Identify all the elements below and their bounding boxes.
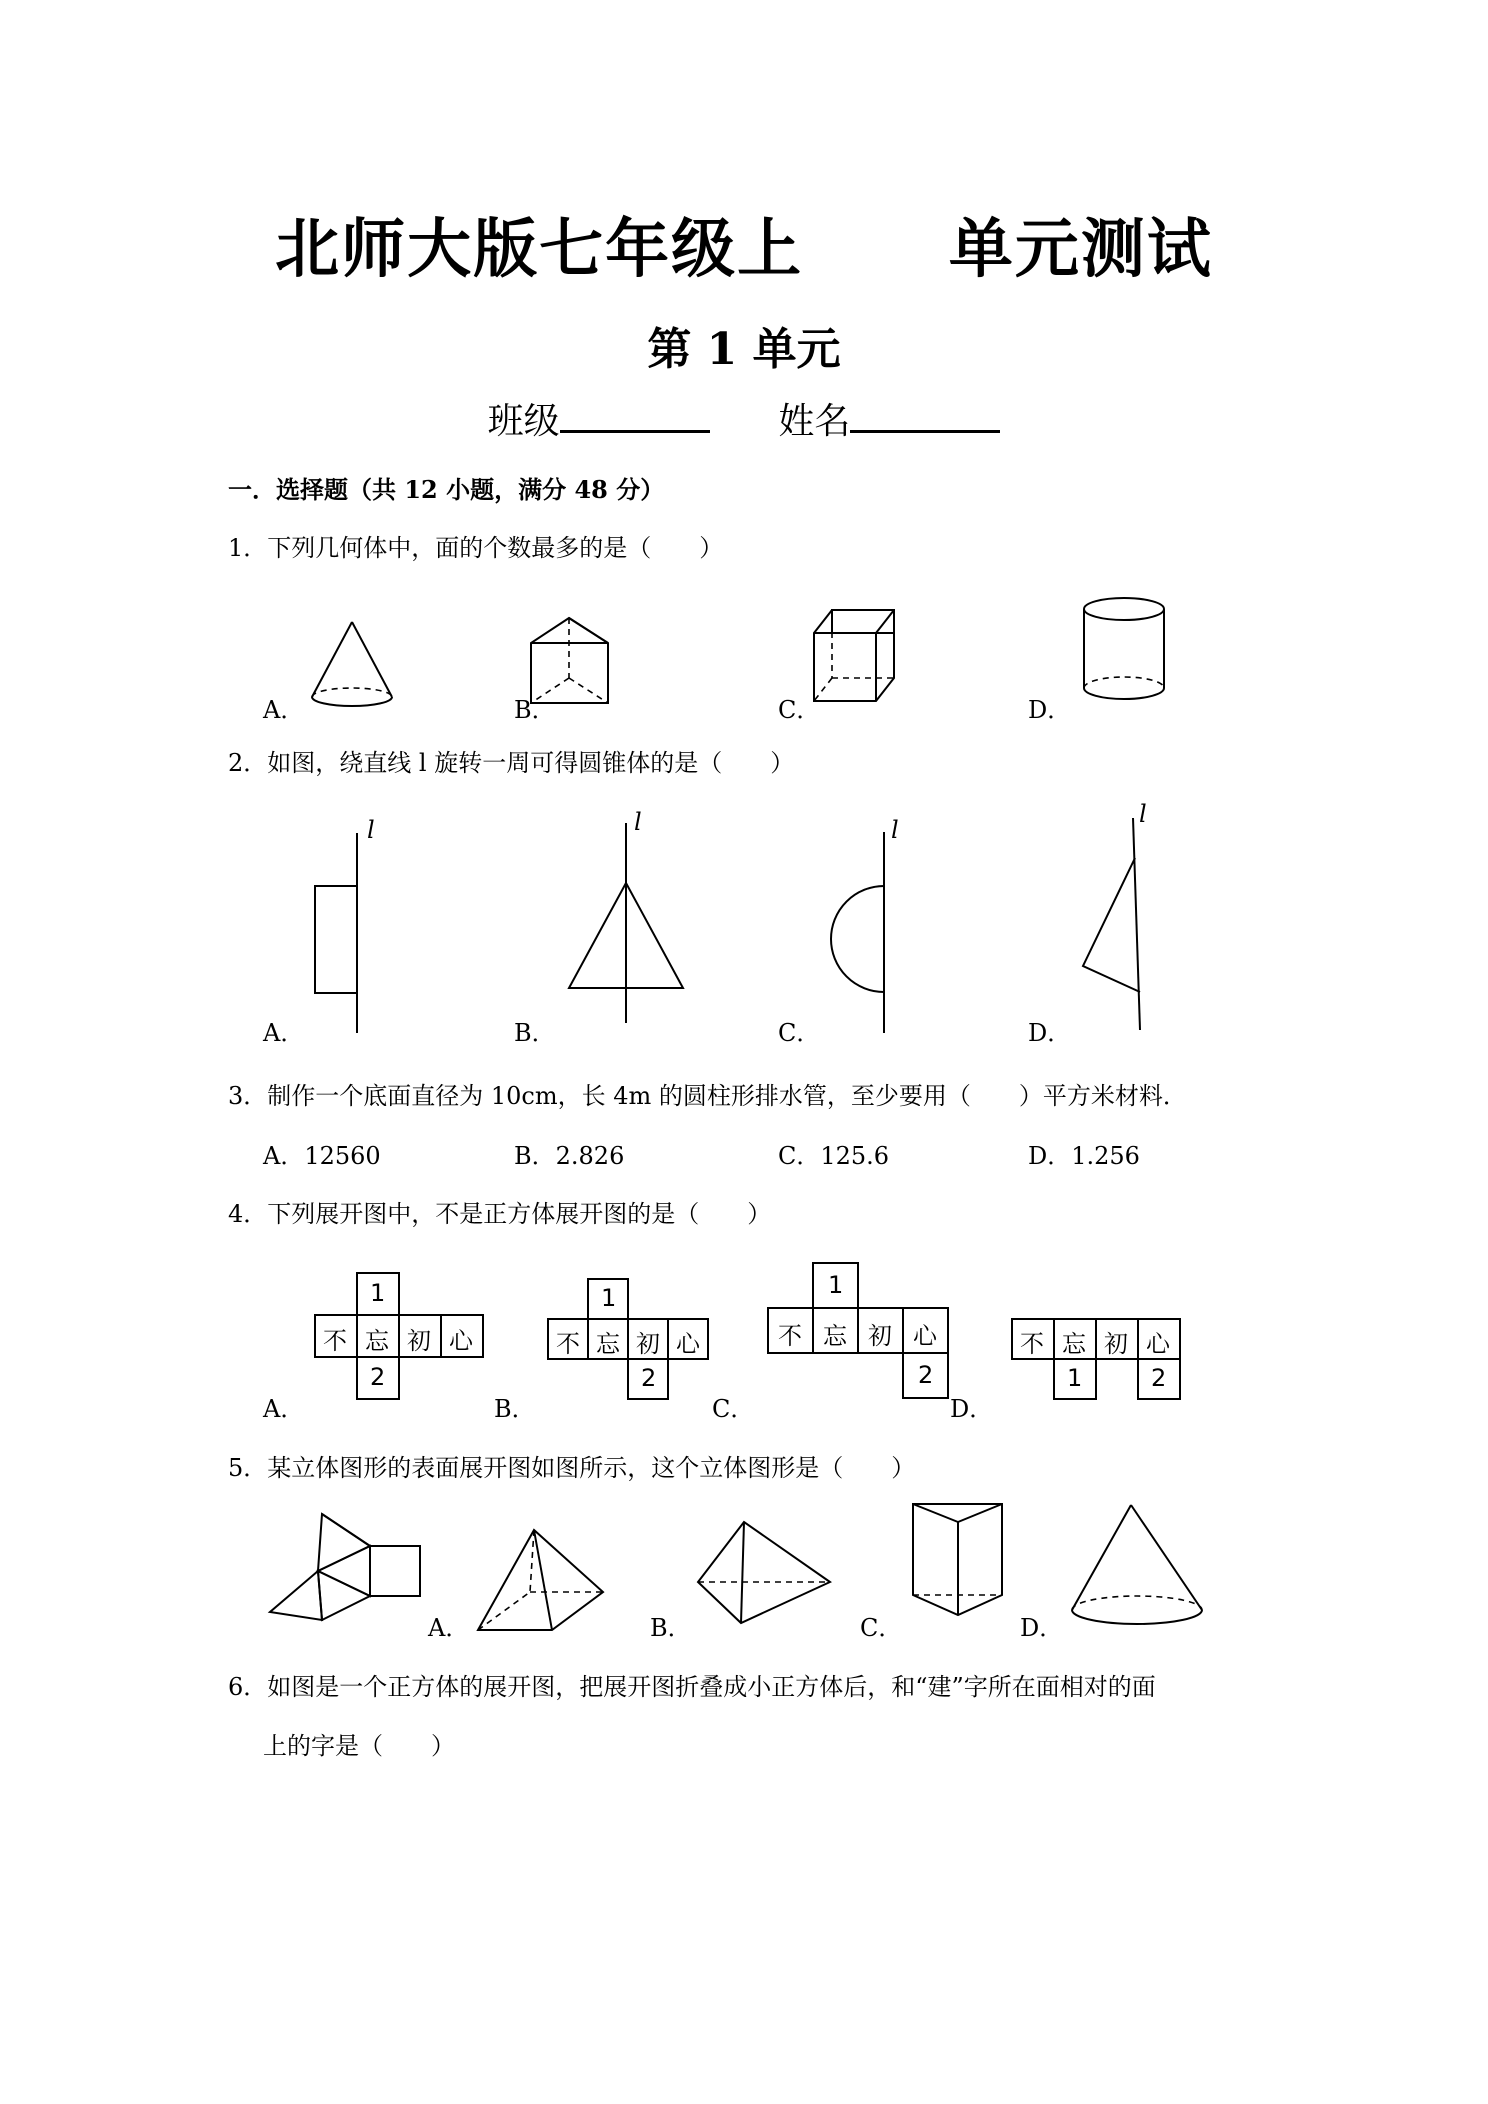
- q4-label-d: D．: [950, 1395, 994, 1423]
- q4c-cell-5: 心: [913, 1322, 937, 1350]
- q5-cone-figure: [1072, 1505, 1202, 1624]
- q4b-cell-5: 心: [676, 1330, 700, 1358]
- q4a-cell-4: 初: [407, 1327, 431, 1355]
- q4b-cell-3: 忘: [596, 1330, 620, 1358]
- q4b-cell-2: 不: [556, 1330, 580, 1358]
- q5-label-c: C．: [860, 1614, 903, 1642]
- q4d-cell-6: 2: [1151, 1364, 1167, 1392]
- q2-label-a: A．: [263, 1019, 305, 1047]
- class-label: 班级: [487, 401, 560, 442]
- q3-option-a: A．12560: [263, 1142, 381, 1170]
- page-title: 北师大版七年级上 单元测试: [275, 213, 1213, 287]
- q4a-cell-5: 心: [449, 1327, 473, 1355]
- section-heading: 一．选择题（共 12 小题，满分 48 分）: [228, 475, 665, 504]
- q4b-cell-6: 2: [641, 1364, 657, 1392]
- q2-axis-label-a: l: [367, 816, 375, 844]
- q5-triangular-prism-figure: [913, 1504, 1002, 1615]
- q4d-cell-5: 心: [1146, 1330, 1170, 1358]
- q1-label-c: C．: [778, 696, 821, 724]
- q4c-cell-2: 不: [778, 1322, 802, 1350]
- q4-label-b: B．: [494, 1395, 536, 1423]
- question-3-text: 3．制作一个底面直径为 10cm，长 4m 的圆柱形排水管，至少要用（ ）平方米材料．: [228, 1082, 1187, 1110]
- q4-label-c: C．: [712, 1395, 755, 1423]
- question-1-text: 1．下列几何体中，面的个数最多的是（ ）: [228, 534, 724, 562]
- q1-label-a: A．: [263, 696, 305, 724]
- q5-triangular-pyramid-figure: [698, 1522, 830, 1623]
- q4d-cell-4: 初: [1104, 1330, 1128, 1358]
- q4d-cell-1: 1: [1067, 1364, 1083, 1392]
- q5-label-a: A．: [428, 1614, 470, 1642]
- q2-label-b: B．: [514, 1019, 556, 1047]
- q3-option-b: B．2.826: [514, 1142, 625, 1170]
- q2-label-c: C．: [778, 1019, 821, 1047]
- unit-title: 第 1 单元: [647, 324, 841, 375]
- q4c-cell-1: 1: [828, 1271, 844, 1299]
- question-6-text-line2: 上的字是（ ）: [263, 1732, 455, 1760]
- q5-net-figure: [270, 1514, 420, 1620]
- question-6-text: 6．如图是一个正方体的展开图，把展开图折叠成小正方体后，和“建”字所在面相对的面: [228, 1673, 1156, 1701]
- q2-axis-label-d: l: [1139, 800, 1147, 828]
- question-5-text: 5．某立体图形的表面展开图如图所示，这个立体图形是（ ）: [228, 1454, 916, 1482]
- q4b-cell-1: 1: [601, 1284, 617, 1312]
- q2-axis-label-b: l: [634, 808, 642, 836]
- q4a-cell-1: 1: [370, 1279, 386, 1307]
- q2-label-d: D．: [1028, 1019, 1072, 1047]
- question-4-text: 4．下列展开图中，不是正方体展开图的是（ ）: [228, 1200, 772, 1228]
- q2-axis-label-c: l: [891, 816, 899, 844]
- q4a-cell-3: 忘: [365, 1327, 389, 1355]
- name-label: 姓名: [778, 401, 851, 442]
- q3-option-c: C．125.6: [778, 1142, 890, 1170]
- q4d-cell-3: 忘: [1062, 1330, 1086, 1358]
- q4d-cell-2: 不: [1020, 1330, 1044, 1358]
- q4-label-a: A．: [263, 1395, 305, 1423]
- q1-label-d: D．: [1028, 696, 1072, 724]
- q5-label-b: B．: [650, 1614, 692, 1642]
- q4c-cell-6: 2: [918, 1361, 934, 1389]
- q4c-cell-4: 初: [868, 1322, 892, 1350]
- q1-label-b: B．: [514, 696, 556, 724]
- question-2-text: 2．如图，绕直线 l 旋转一周可得圆锥体的是（ ）: [228, 749, 795, 777]
- q5-label-d: D．: [1020, 1614, 1064, 1642]
- q4a-cell-6: 2: [370, 1363, 386, 1391]
- q4c-cell-3: 忘: [823, 1322, 847, 1350]
- q3-option-d: D．1.256: [1028, 1142, 1140, 1170]
- q5-square-pyramid-figure: [478, 1530, 603, 1630]
- q4a-cell-2: 不: [323, 1327, 347, 1355]
- q4b-cell-4: 初: [636, 1330, 660, 1358]
